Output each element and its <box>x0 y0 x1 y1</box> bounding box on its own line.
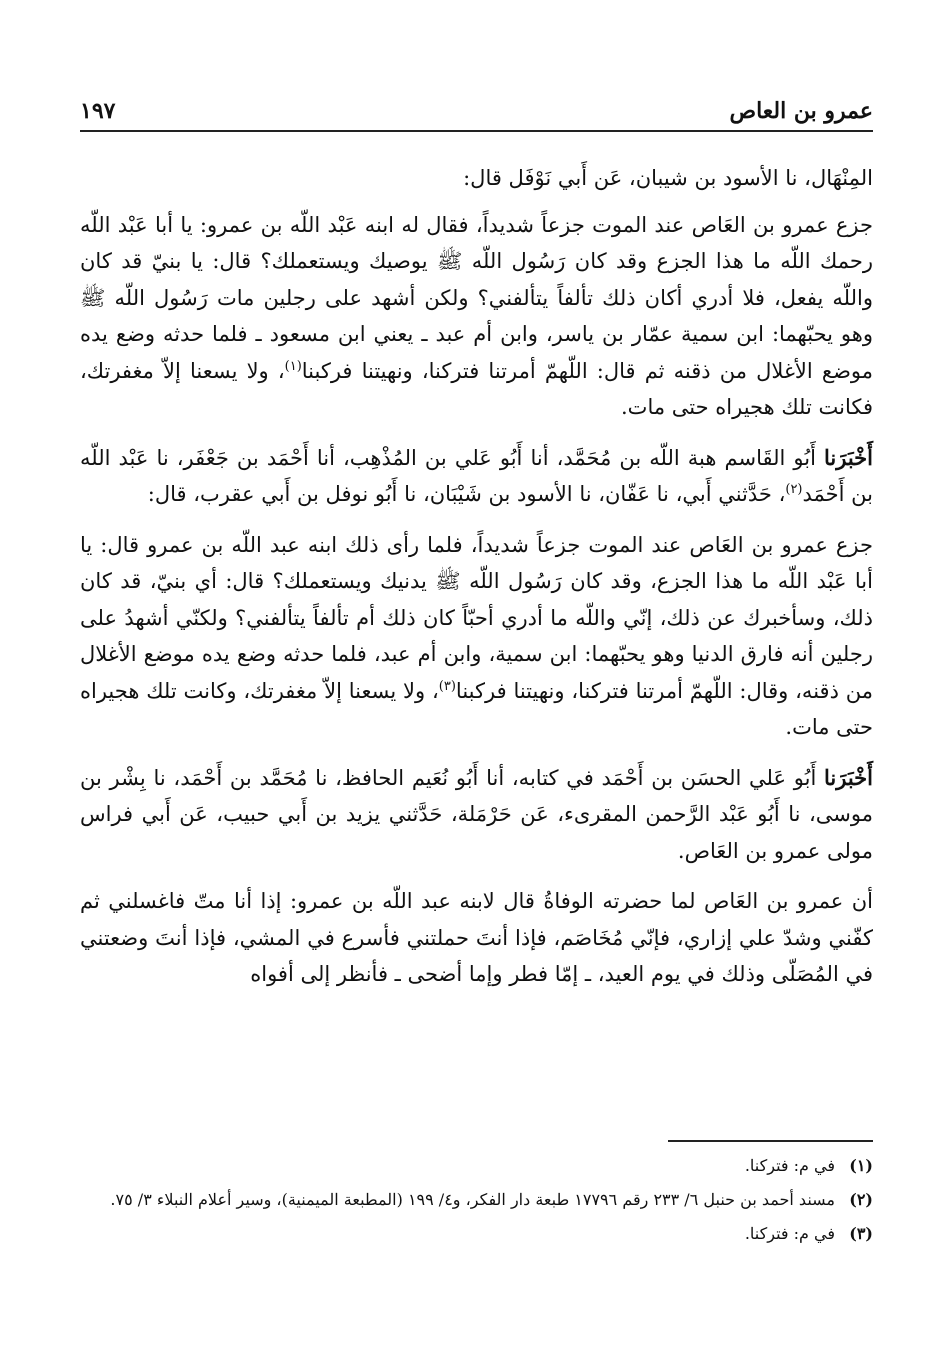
isnad-lead: أَخْبَرَنا <box>824 444 873 470</box>
paragraph-text: جزع عمرو بن العَاص عند الموت جزعاً شديداً، فقال له ابنه عَبْد اللّه بن عمرو: يا أبا عَبْد اللّه رحمك اللّه ما هذا الجزع وقد كان رَسُول اللّه ﷺ يوصيك ويستعملك؟ قال: يا بنيّ قد كان واللّه يفعل، فلا أدري أكان ذلك تألفاً يتألفني؟ ولكن أشهد على رجلين مات رَسُول اللّه ﷺ وهو يحبّهما: ابن سمية عمّار بن ياسر، وابن أم عبد ـ يعني ابن مسعود ـ فلما حدثه وضع يده موضع الأغلال من ذقنه ثم قال: اللّهمّ أمرتنا فتركنا، ونهيتنا فركبنا <box>80 212 873 383</box>
footnote-text: في م: فتركنا. <box>744 1224 835 1243</box>
paragraph-tail: ، ولا يسعنا إلاّ مغفرتك، فكانت تلك هجيراه حتى مات. <box>80 358 873 419</box>
footnote-number: (٣) <box>849 1224 873 1243</box>
paragraph <box>80 883 873 993</box>
isnad-lead: أَخْبَرَنا <box>824 764 873 790</box>
footnote-marker: (٣) <box>438 678 456 694</box>
footnote <box>80 1152 873 1180</box>
running-header <box>80 84 873 132</box>
footnote-marker: (٢) <box>785 482 803 497</box>
footnote-text: في م: فتركنا. <box>744 1156 835 1175</box>
main-text <box>80 160 873 1007</box>
paragraph-text: أَبُو القَاسم هبة اللّه بن مُحَمَّد، أنا أَبُو عَلي بن المُذْهِب، أنا أَحْمَد بن جَعْفَر، نا عَبْد اللّه بن أَحْمَد <box>80 445 873 506</box>
footnote-number: (٢) <box>849 1190 873 1209</box>
paragraph-tail: ، ولا يسعنا إلاّ مغفرتك، وكانت تلك هجيراه حتى مات. <box>80 678 873 739</box>
paragraph <box>80 760 873 870</box>
footnote-marker: (١) <box>284 358 302 374</box>
footnotes <box>80 1152 873 1254</box>
footnote-text: مسند أحمد بن حنبل ٦/ ٢٣٣ رقم ١٧٧٩٦ طبعة دار الفكر، و٤/ ١٩٩ (المطبعة الميمنية)، وسير أعلام النبلاء ٣/ ٧٥. <box>110 1190 835 1209</box>
paragraph-text: المِنْهَال، نا الأسود بن شيبان، عَن أَبي نَوْفَل قال: <box>463 166 873 190</box>
page-number: ١٩٧ <box>80 98 116 124</box>
paragraph-text: جزع عمرو بن العَاص عند الموت جزعاً شديداً، فلما رأى ذلك ابنه عبد اللّه بن عمرو قال: يا أبا عَبْد اللّه ما هذا الجزع، وقد كان رَسُول اللّه ﷺ يدنيك ويستعملك؟ قال: أي بنيّ، قد كان ذلك، وسأخبرك عن ذلك، إنّي واللّه ما أدري أحبّاً كان ذلك أم تألفاً يتألفني؟ ولكنّي أشهدُ على رجلين أنه فارق الدنيا وهو يحبّهما: ابن سمية، وابن أم عبد، فلما حدثه وضع يده موضع الأغلال من ذقنه، وقال: اللّهمّ أمرتنا فتركنا، ونهيتنا فركبنا <box>80 532 873 703</box>
paragraph-tail: ، حَدَّثني أَبي، نا عَفّان، نا الأسود بن شَيْبَان، نا أَبُو نوفل بن أَبي عقرب، قال: <box>147 482 786 506</box>
paragraph <box>80 160 873 197</box>
paragraph <box>80 207 873 426</box>
paragraph-text: أن عمرو بن العَاص لما حضرته الوفاةُ قال لابنه عبد اللّه بن عمرو: إذا أنا متّ فاغسلني ثم كفّني وشدّ علي إزاري، فإنّي مُخَاصَم، فإذا أنتَ حملتني فأسرع في المشي، فإذا أنتَ وضعتني في المُصَلّى وذلك في يوم العيد، ـ إمّا فطر وإما أضحى ـ فأنظر إلى أفواه <box>80 889 873 986</box>
footnote-separator <box>668 1140 873 1142</box>
paragraph <box>80 527 873 746</box>
paragraph-text: أَبُو عَلي الحسَن بن أَحْمَد في كتابه، أنا أَبُو نُعَيم الحافظ، نا مُحَمَّد بن أَحْمَد، نا بِشْر بن موسى، نا أَبُو عَبْد الرَّحمن المقرىء، عَن حَرْمَلة، حَدَّثني يزيد بن أَبي حبيب، عَن أَبي فراس مولى عمرو بن العَاص. <box>80 765 873 863</box>
footnote <box>80 1186 873 1214</box>
footnote-number: (١) <box>849 1156 873 1175</box>
running-title: عمرو بن العاص <box>729 98 873 124</box>
paragraph <box>80 440 873 513</box>
footnote <box>80 1220 873 1248</box>
